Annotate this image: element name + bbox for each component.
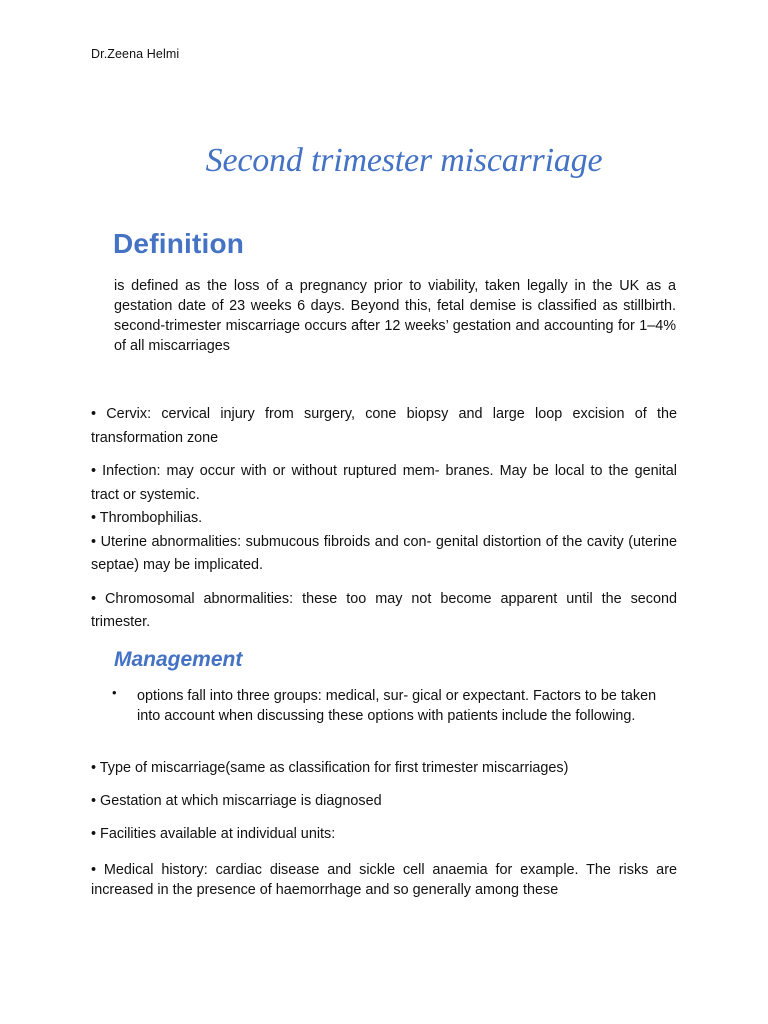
- management-bullet: •: [112, 685, 117, 700]
- management-intro: options fall into three groups: medical, sur- gical or expectant. Factors to be taken into account when discussing these options with patients include the following.: [137, 688, 657, 724]
- causes-list: [91, 403, 677, 635]
- factor-facilities: • Facilities available at individual units:: [91, 826, 336, 842]
- management-factors-list: [91, 758, 677, 913]
- factor-medical-history: • Medical history: cardiac disease and sickle cell anaemia for example. The risks are increased in the presence of haemorrhage and so generally among these: [91, 862, 677, 898]
- cause-cervix: • Cervix: cervical injury from surgery, cone biopsy and large loop excision of the transformation zone: [91, 406, 677, 446]
- author-header: Dr.Zeena Helmi: [91, 47, 180, 61]
- definition-heading: Definition: [113, 228, 245, 259]
- factor-type: • Type of miscarriage(same as classification for first trimester miscarriages): [91, 760, 569, 776]
- definition-paragraph: is defined as the loss of a pregnancy prior to viability, taken legally in the UK as a gestation date of 23 weeks 6 days. Beyond this, fetal demise is classified as stillbirth. second-trimester miscarriage occurs after 12 weeks’ gestation and accounting for 1–4% of all miscarriages: [114, 278, 676, 354]
- cause-infection: • Infection: may occur with or without ruptured mem- branes. May be local to the genital tract or systemic.: [91, 463, 677, 503]
- management-heading: Management: [114, 648, 243, 671]
- document-title: Second trimester miscarriage: [205, 142, 603, 179]
- cause-chromosomal: • Chromosomal abnormalities: these too may not become apparent until the second trimester.: [91, 590, 677, 630]
- cause-thrombophilias: • Thrombophilias.: [91, 510, 203, 526]
- factor-gestation: • Gestation at which miscarriage is diagnosed: [91, 793, 382, 809]
- cause-uterine-abnormalities: • Uterine abnormalities: submucous fibroids and con- genital distortion of the cavity (uterine septae) may be implicated.: [91, 533, 677, 573]
